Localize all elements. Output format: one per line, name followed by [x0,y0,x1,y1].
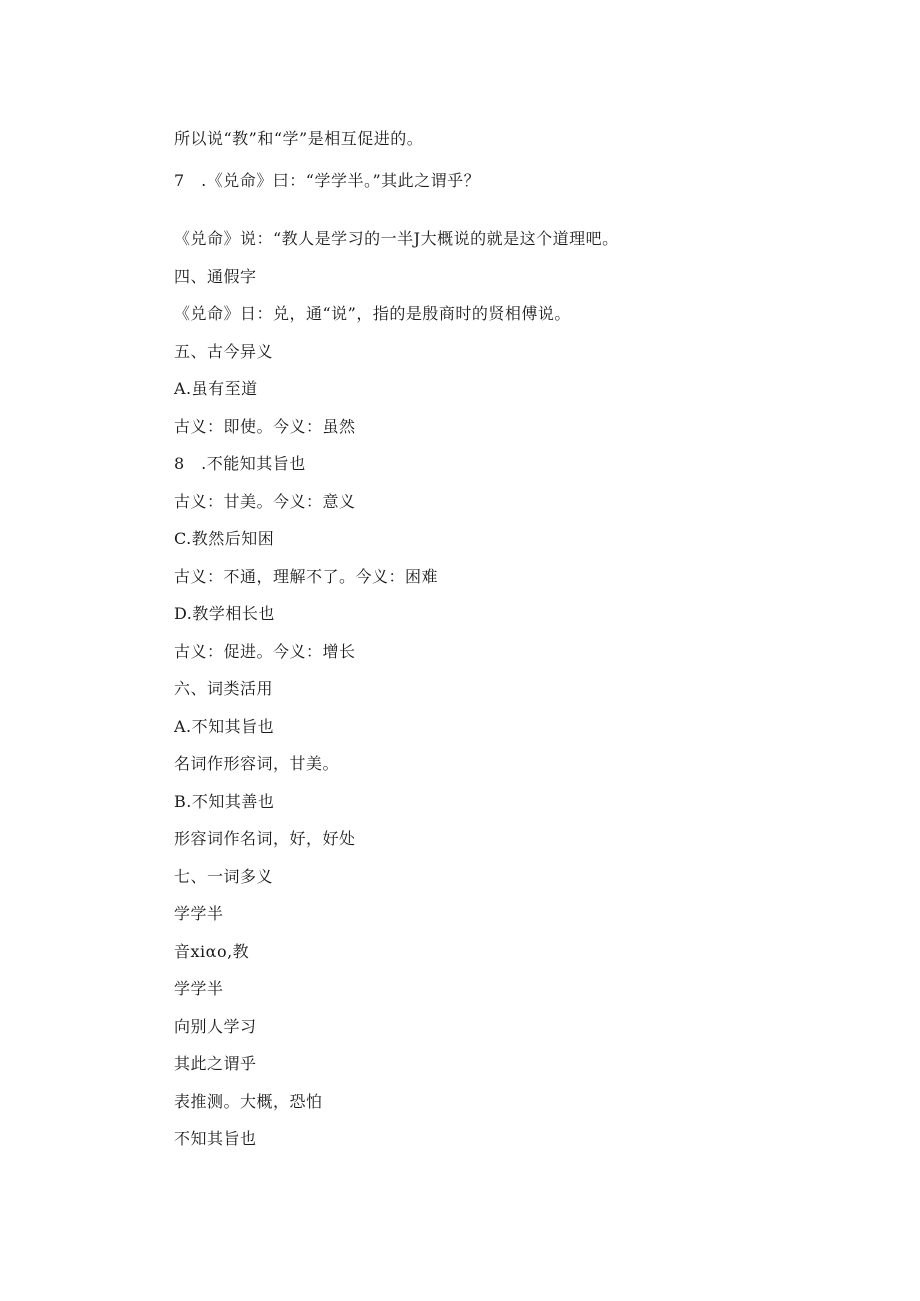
text-line: 不知其旨也 [174,1129,257,1148]
text-line: A.不知其旨也 [174,717,275,736]
text-line: 8 .不能知其旨也 [174,454,306,473]
text-line: 古义：甘美。今义：意义 [174,492,356,511]
text-line: A.虽有至道 [174,379,258,398]
text-line: 7 .《兑命》曰：“学学半。”其此之谓乎？ [174,171,481,190]
text-line: 形容词作名词，好，好处 [174,829,356,848]
text-line: 古义：不通，理解不了。今义：困难 [174,567,439,586]
text-line: 古义：促进。今义：增长 [174,642,356,661]
text-line: 向别人学习 [174,1017,257,1036]
text-line: 学学半 [174,904,224,923]
section-heading: 四、通假字 [174,267,257,286]
text-line: 名词作形容词，甘美。 [174,754,340,773]
text-line: 古义：即使。今义：虽然 [174,417,356,436]
text-line: 音xiαo,教 [174,942,250,961]
text-line: 其此之谓乎 [174,1054,257,1073]
text-line: 《兑命》说：“教人是学习的一半J大概说的就是这个道理吧。 [174,229,619,248]
text-line: 学学半 [174,979,224,998]
section-heading: 七、一词多义 [174,867,274,886]
text-line: 所以说“教”和“学”是相互促进的。 [174,129,424,148]
text-line: B.不知其善也 [174,792,275,811]
section-heading: 六、词类活用 [174,679,274,698]
text-line: D.教学相长也 [174,604,275,623]
text-line: 表推测。大概，恐怕 [174,1092,323,1111]
text-line: C.教然后知困 [174,529,275,548]
text-line: 《兑命》日：兑，通“说”，指的是殷商时的贤相傅说。 [174,304,571,323]
section-heading: 五、古今异义 [174,342,274,361]
